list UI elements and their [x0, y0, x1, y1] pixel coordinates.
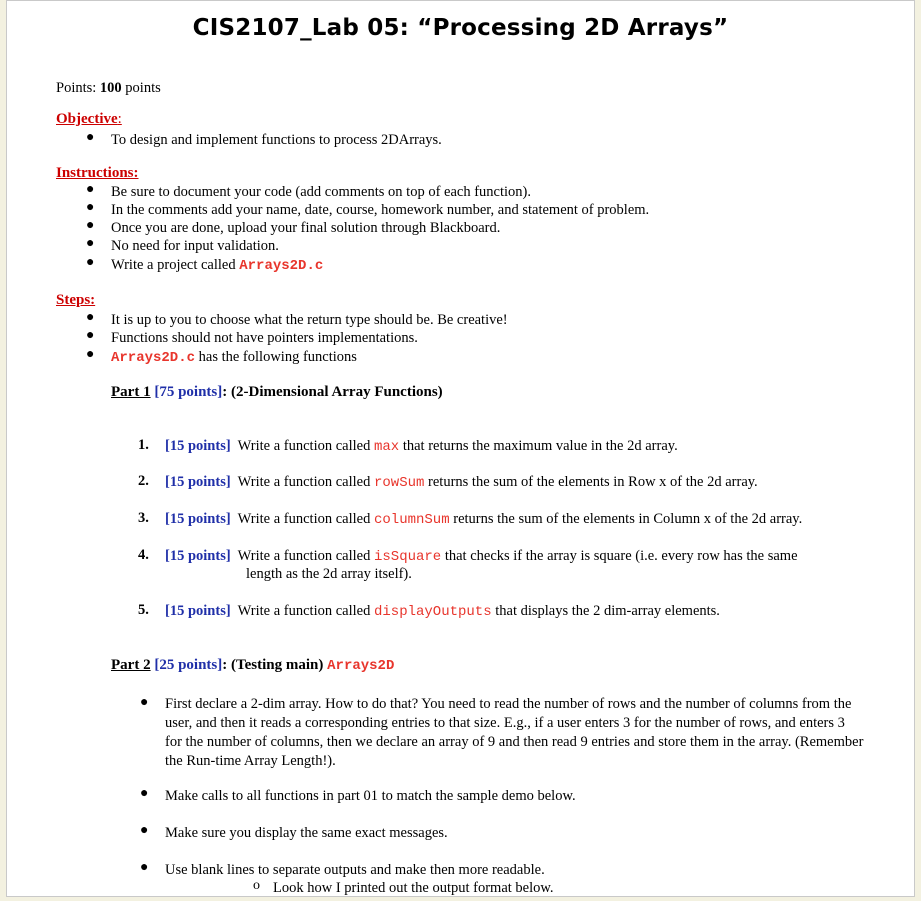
part1-item: [15 points] Write a function called max that returns the maximum value in the 2d array. — [165, 438, 678, 455]
list-number: 5. — [138, 602, 149, 618]
bullet-icon: ● — [140, 786, 149, 801]
bullet-icon: ● — [140, 823, 149, 838]
part1-heading: Part 1 [75 points]: (2-Dimensional Array Functions) — [111, 384, 443, 400]
bullet-icon: ● — [86, 182, 95, 197]
objective-heading: Objective: — [56, 111, 122, 127]
instruction-item: Write a project called Arrays2D.c — [111, 257, 324, 274]
project-filename: Arrays2D.c — [111, 350, 196, 366]
instruction-item: Be sure to document your code (add comments on top of each function). — [111, 184, 531, 200]
circle-bullet-icon: o — [253, 878, 260, 893]
list-number: 2. — [138, 473, 149, 489]
bullet-icon: ● — [86, 347, 95, 362]
points-label: Points: — [56, 80, 97, 96]
document-page — [6, 0, 915, 897]
part1-item: [15 points] Write a function called rowSum returns the sum of the elements in Row x of the 2d array. — [165, 474, 758, 491]
bullet-icon: ● — [86, 236, 95, 251]
bullet-icon: ● — [86, 255, 95, 270]
project-filename: Arrays2D.c — [239, 258, 324, 274]
instruction-item: Once you are done, upload your final solution through Blackboard. — [111, 220, 501, 236]
bullet-icon: ● — [86, 218, 95, 233]
step-item: It is up to you to choose what the return type should be. Be creative! — [111, 312, 508, 328]
points-value: 100 — [99, 80, 122, 96]
step-item: Functions should not have pointers implementations. — [111, 330, 418, 346]
part1-item: [15 points] Write a function called columnSum returns the sum of the elements in Column x of the 2d array. — [165, 511, 803, 528]
list-number: 4. — [138, 547, 149, 563]
bullet-icon: ● — [140, 860, 149, 875]
part2-item: Make sure you display the same exact messages. — [165, 825, 448, 841]
points-unit: points — [125, 80, 161, 96]
bullet-icon: ● — [86, 328, 95, 343]
part2-item: First declare a 2-dim array. How to do that? You need to read the number of rows and the number of columns from the user, and then it reads a corresponding entries to that size. E.g., if a user enters 3 for the number of rows, and enters 3 for the number of columns, then we declare an array of 9 and then read 9 entries and store them in the array. (Remember the Run-time Array Length!). — [165, 696, 864, 769]
list-number: 1. — [138, 437, 149, 453]
part1-item: [15 points] Write a function called isSquare that checks if the array is square (i.e. every row has the same — [165, 548, 798, 565]
bullet-icon: ● — [86, 130, 95, 145]
part2-sub-item: Look how I printed out the output format below. — [273, 880, 554, 896]
instruction-item: No need for input validation. — [111, 238, 279, 254]
points-line — [56, 79, 161, 97]
list-number: 3. — [138, 510, 149, 526]
part2-item: Use blank lines to separate outputs and make then more readable. — [165, 862, 545, 878]
instruction-item: In the comments add your name, date, course, homework number, and statement of problem. — [111, 202, 650, 218]
bullet-icon: ● — [86, 200, 95, 215]
objective-item: To design and implement functions to process 2DArrays. — [111, 132, 442, 148]
part1-item: [15 points] Write a function called displayOutputs that displays the 2 dim-array elements. — [165, 603, 720, 620]
part2-item: Make calls to all functions in part 01 to match the sample demo below. — [165, 788, 576, 804]
part1-item-continuation: length as the 2d array itself). — [246, 566, 412, 582]
part2-heading: Part 2 [25 points]: (Testing main) Arrays2D — [111, 657, 395, 674]
bullet-icon: ● — [86, 310, 95, 325]
bullet-icon: ● — [140, 695, 149, 710]
instructions-heading: Instructions: — [56, 165, 139, 181]
steps-heading: Steps: — [56, 292, 96, 308]
document-title: CIS2107_Lab 05: “Processing 2D Arrays” — [192, 15, 729, 41]
step-item: Arrays2D.c has the following functions — [111, 349, 357, 366]
